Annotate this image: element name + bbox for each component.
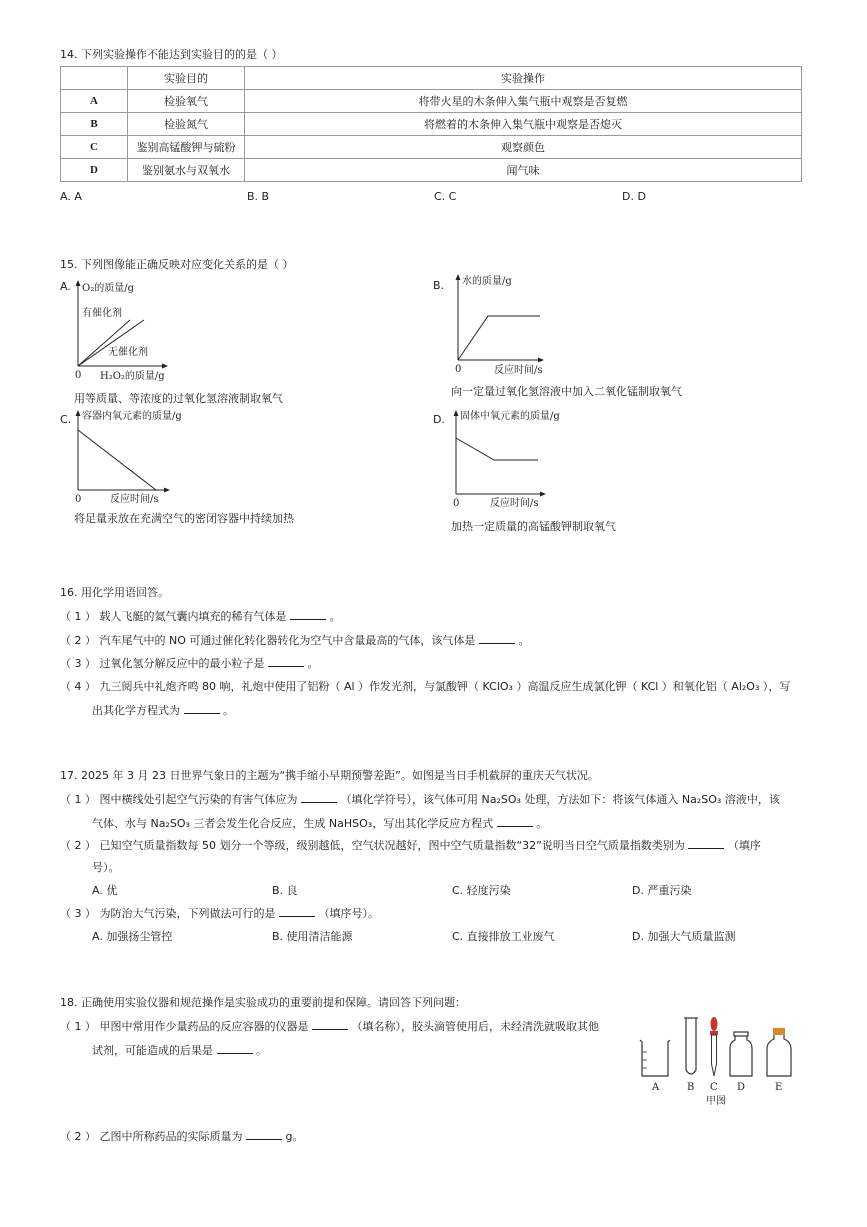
q18-part1-blank[interactable] [312, 1019, 348, 1030]
q17-part1b-text: 气体、水与 Na₂SO₃ 三者会发生化合反应，生成 NaHSO₃，写出其化学反应方程式 [92, 817, 494, 830]
table-cell: A [61, 90, 128, 113]
q17-part2-option-a[interactable]: A. 优 [92, 884, 118, 897]
label-with-catalyst: 有催化剂 [82, 308, 122, 319]
q16-part3-end: 。 [307, 657, 319, 670]
wide-mouth-bottle-icon [730, 1032, 752, 1076]
q18-part2-text: （ 2 ） 乙图中所称药品的实际质量为 [60, 1130, 243, 1143]
q15-c-caption: 将足量汞放在充满空气的密闭容器中持续加热 [74, 512, 294, 525]
label-without-catalyst: 无催化剂 [108, 347, 148, 358]
q16-part2-end: 。 [518, 634, 530, 647]
y-axis-arrow [456, 274, 461, 280]
x-axis-arrow [162, 364, 168, 369]
oxygen-mass-curve [456, 438, 538, 460]
q15-option-b-label[interactable]: B. [433, 279, 445, 292]
beaker-icon [640, 1040, 670, 1076]
table-cell: 观察颜色 [245, 136, 802, 159]
q17-part3-blank[interactable] [279, 906, 315, 917]
table-row [61, 136, 802, 159]
q16-part4-line2 [92, 702, 234, 718]
graph-b [448, 270, 558, 378]
origin-label: 0 [75, 494, 82, 505]
table-cell: 将燃着的木条伸入集气瓶中观察是否熄灭 [245, 113, 802, 136]
q17-part2-option-d[interactable]: D. 严重污染 [632, 884, 692, 897]
table-cell: 鉴别氨水与双氧水 [128, 159, 245, 182]
y-label: 水的质量/g [462, 276, 512, 287]
q17-part1b-blank[interactable] [497, 816, 533, 827]
y-axis-arrow [76, 410, 81, 416]
y-axis-arrow [76, 280, 81, 286]
table-header-cell: 实验操作 [245, 67, 802, 90]
y-label: 容器内氧元素的质量/g [82, 411, 182, 422]
graph-a [66, 278, 186, 386]
q18-part1b-blank[interactable] [217, 1043, 253, 1054]
origin-label: 0 [453, 498, 460, 509]
table-cell: 检验氧气 [128, 90, 245, 113]
fig-label-d: D [737, 1082, 746, 1093]
fig-caption: 甲图 [706, 1096, 726, 1107]
q17-part2-option-c[interactable]: C. 轻度污染 [452, 884, 511, 897]
q16-part3-blank[interactable] [268, 656, 304, 667]
test-tube-icon [684, 1018, 698, 1074]
fig-label-c: C [710, 1082, 718, 1093]
q17-part3-option-b[interactable]: B. 使用清洁能源 [272, 930, 353, 943]
q18-part2-end: g。 [285, 1130, 304, 1143]
x-axis-arrow [538, 358, 544, 363]
graph-c [66, 406, 186, 506]
x-axis-arrow [540, 492, 546, 497]
q16-part3 [60, 655, 319, 671]
q15-d-caption: 加热一定质量的高锰酸钾制取氧气 [451, 520, 616, 533]
q17-part3-option-d[interactable]: D. 加强大气质量监测 [632, 930, 736, 943]
line-without-catalyst [78, 320, 144, 366]
x-label: 反应时间/s [490, 498, 539, 509]
x-axis-arrow [164, 488, 170, 493]
table-header-cell: 实验目的 [128, 67, 245, 90]
q17-stem: 17. 2025 年 3 月 23 日世界气象日的主题为“携手缩小早期预警差距”。如图是当日手机截屏的重庆天气状况。 [60, 769, 599, 782]
table-cell: B [61, 113, 128, 136]
oxygen-mass-line [78, 430, 156, 490]
x-label: 反应时间/s [494, 365, 543, 376]
graph-d [446, 406, 566, 510]
fig-label-a: A [652, 1082, 660, 1093]
q17-part2-option-b[interactable]: B. 良 [272, 884, 298, 897]
q16-stem: 16. 用化学用语回答。 [60, 586, 169, 599]
table-cell: C [61, 136, 128, 159]
y-label: 固体中氧元素的质量/g [460, 411, 560, 422]
q15-stem: 15. 下列图像能正确反映对应变化关系的是（ ） [60, 258, 294, 271]
q18-part1b-end: 。 [256, 1044, 267, 1057]
q16-part2-blank[interactable] [479, 633, 515, 644]
q17-part1-blank[interactable] [301, 792, 337, 803]
q17-part1-text: （ 1 ） 图中横线处引起空气污染的有害气体应为 [60, 793, 298, 806]
water-mass-curve [458, 316, 540, 360]
q16-part1-blank[interactable] [290, 609, 326, 620]
q14-option-b[interactable]: B. B [247, 190, 270, 203]
q17-part3-end: （填序号）。 [318, 907, 379, 920]
q16-part1-end: 。 [329, 610, 341, 623]
q15-option-d-label[interactable]: D. [433, 413, 445, 426]
q17-part2-text: （ 2 ） 已知空气质量指数每 50 划分一个等级，级别越低，空气状况越好，图中空气质量指数“32”说明当日空气质量指数类别为 [60, 839, 685, 852]
q17-part2-line2: 号）。 [92, 861, 120, 874]
table-cell: 鉴别高锰酸钾与硫粉 [128, 136, 245, 159]
q17-part1-line1 [60, 791, 780, 807]
y-label: O₂的质量/g [82, 283, 134, 294]
q17-part2-line1 [60, 837, 761, 853]
q17-part3-text: （ 3 ） 为防治大气污染，下列做法可行的是 [60, 907, 276, 920]
experiment-table [60, 66, 802, 182]
q18-part2 [60, 1128, 303, 1144]
q14-option-a[interactable]: A. A [60, 190, 82, 203]
table-row [61, 159, 802, 182]
q15-option-c-label[interactable]: C. [60, 413, 72, 426]
q15-option-a-label[interactable]: A. [60, 280, 71, 293]
dropper-icon [710, 1017, 718, 1076]
table-row [61, 113, 802, 136]
q18-part2-blank[interactable] [246, 1129, 282, 1140]
q16-part4-blank[interactable] [184, 703, 220, 714]
q16-part4-text: 出其化学方程式为 [92, 704, 180, 717]
q17-part2-blank[interactable] [688, 838, 724, 849]
q18-part1-line2 [92, 1042, 267, 1058]
q16-part4-end: 。 [223, 704, 234, 717]
table-cell: D [61, 159, 128, 182]
q17-part3 [60, 905, 379, 921]
q18-stem: 18. 正确使用实验仪器和规范操作是实验成功的重要前提和保障。请回答下列问题： [60, 996, 466, 1009]
table-header-row [61, 67, 802, 90]
q18-part1-text: （ 1 ） 甲图中常用作少量药品的反应容器的仪器是 [60, 1020, 309, 1033]
y-axis-arrow [454, 410, 459, 416]
q16-part1-text: （ 1 ） 载人飞艇的氦气囊内填充的稀有气体是 [60, 610, 287, 623]
q16-part4-line1: （ 4 ） 九三阅兵中礼炮齐鸣 80 响，礼炮中使用了铝粉（ Al ）作发光剂，与氯酸钾（ KClO₃ ）高温反应生成氯化钾（ KCl ）和氧化铝（ Al₂O₃ ），写 [60, 680, 791, 693]
table-row [61, 90, 802, 113]
q14-stem: 14. 下列实验操作不能达到实验目的的是（ ） [60, 48, 283, 61]
table-cell: 将带火星的木条伸入集气瓶中观察是否复燃 [245, 90, 802, 113]
q15-a-caption: 用等质量、等浓度的过氧化氢溶液制取氧气 [74, 392, 283, 405]
fig-label-b: B [687, 1082, 695, 1093]
table-cell: 闻气味 [245, 159, 802, 182]
q15-b-caption: 向一定量过氧化氢溶液中加入二氧化锰制取氧气 [451, 385, 682, 398]
q16-part2-text: （ 2 ） 汽车尾气中的 NO 可通过催化转化器转化为空气中含量最高的气体，该气体是 [60, 634, 476, 647]
table-cell: 检验氮气 [128, 113, 245, 136]
q17-part3-option-c[interactable]: C. 直接排放工业废气 [452, 930, 555, 943]
fig-label-e: E [775, 1082, 783, 1093]
q17-part2-text-end: （填序 [727, 839, 761, 852]
q17-part3-option-a[interactable]: A. 加强扬尘管控 [92, 930, 173, 943]
q17-part1-text-end: （填化学符号），该气体可用 Na₂SO₃ 处理，方法如下：将该气体通入 Na₂SO₃ 溶液中，该 [340, 793, 780, 806]
apparatus-figure [636, 1012, 806, 1108]
x-label: 反应时间/s [110, 494, 159, 505]
q16-part1 [60, 608, 341, 624]
q17-part1b-end: 。 [536, 817, 548, 830]
origin-label: 0 [75, 370, 82, 381]
q14-option-d[interactable]: D. D [622, 190, 646, 203]
q17-part1-line2 [92, 815, 547, 831]
line-with-catalyst [78, 320, 130, 366]
q18-part1b-text: 试剂，可能造成的后果是 [92, 1044, 213, 1057]
q14-option-c[interactable]: C. C [434, 190, 457, 203]
table-header-cell [61, 67, 128, 90]
reagent-bottle-icon [767, 1028, 791, 1076]
x-label: H₂O₂的质量/g [100, 371, 165, 382]
q18-part1-line1 [60, 1018, 599, 1034]
q18-part1-text-end: （填名称），胶头滴管使用后，未经清洗就吸取其他 [351, 1020, 599, 1033]
origin-label: 0 [455, 364, 462, 375]
q16-part3-text: （ 3 ） 过氧化氢分解反应中的最小粒子是 [60, 657, 265, 670]
q16-part2 [60, 632, 529, 648]
